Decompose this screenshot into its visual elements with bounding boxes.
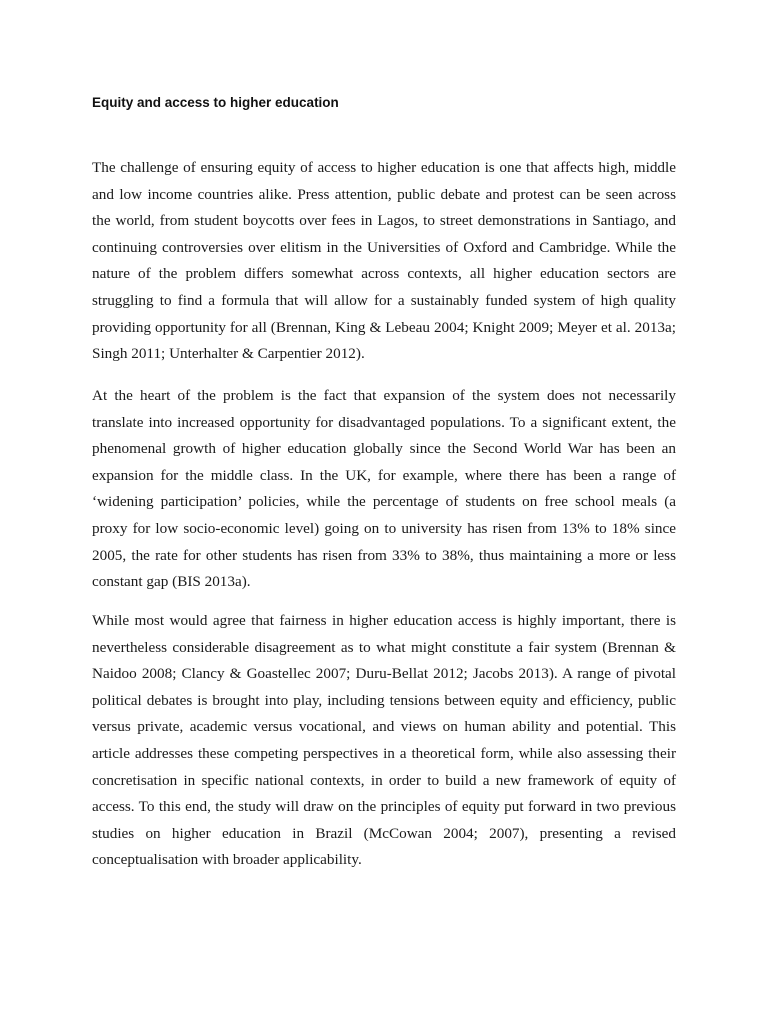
paragraph-intro: The challenge of ensuring equity of access to higher education is one that affects high, middle and low income countries alike. Press attention, public debate and protest can be seen across the world, from student boycotts over fees in Lagos, to street demonstrations in Santiago, and continuing controversies over elitism in the Universities of Oxford and Cambridge. While the nature of the problem differs somewhat across contexts, all higher education sectors are struggling to find a formula that will allow for a sustainably funded system of high quality providing opportunity for all (Brennan, King & Lebeau 2004; Knight 2009; Meyer et al. 2013a; Singh 2011; Unterhalter & Carpentier 2012). bbox=[92, 159, 676, 363]
document-heading: Equity and access to higher education bbox=[92, 95, 339, 110]
paragraph-problem: At the heart of the problem is the fact that expansion of the system does not necessarily translate into increased opportunity for disadvantaged populations. To a significant extent, the phenomenal growth of higher education globally since the Second World War has been an expansion for the middle class. In the UK, for example, where there has been a range of ‘widening participation’ policies, while the percentage of students on free school meals (a proxy for low socio-economic level) going on to university has risen from 13% to 18% since 2005, the rate for other students has risen from 33% to 38%, thus maintaining a more or less constant gap (BIS 2013a). bbox=[92, 387, 676, 591]
paragraph-fairness: While most would agree that fairness in higher education access is highly important, there is nevertheless considerable disagreement as to what might constitute a fair system (Brennan & Naidoo 2008; Clancy & Goastellec 2007; Duru-Bellat 2012; Jacobs 2013). A range of pivotal political debates is brought into play, including tensions between equity and efficiency, public versus private, academic versus vocational, and views on human ability and potential. This article addresses these competing perspectives in a theoretical form, while also assessing their concretisation in specific national contexts, in order to build a new framework of equity of access. To this end, the study will draw on the principles of equity put forward in two previous studies on higher education in Brazil (McCowan 2004; 2007), presenting a revised conceptualisation with broader applicability. bbox=[92, 612, 676, 869]
